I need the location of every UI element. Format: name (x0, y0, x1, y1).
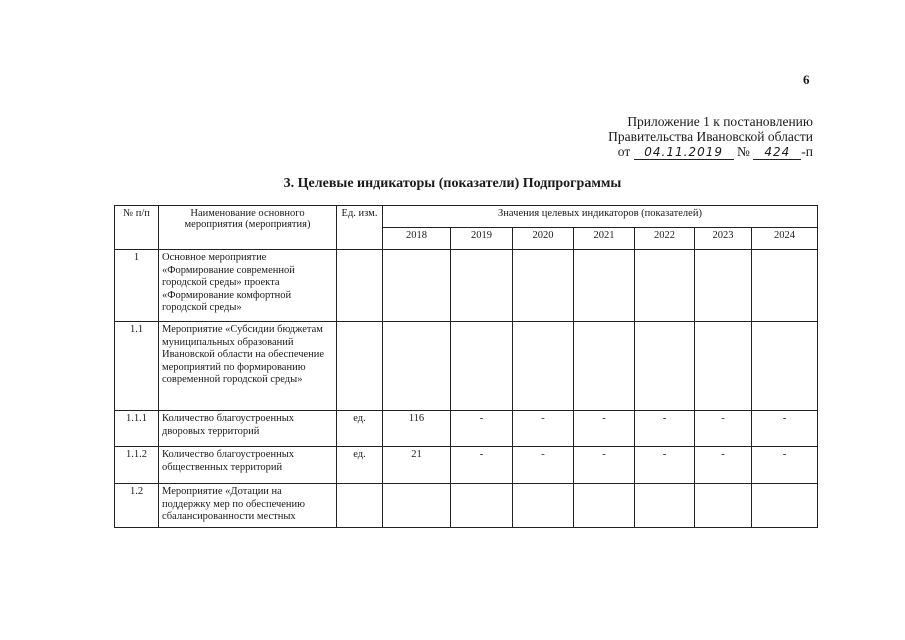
row-value (451, 250, 513, 322)
appendix-line-1: Приложение 1 к постановлению (627, 114, 813, 129)
row-unit: ед. (337, 447, 383, 484)
row-value: - (752, 447, 818, 484)
number-label: № (737, 144, 750, 159)
row-value (695, 250, 752, 322)
table-row (115, 484, 818, 528)
section-title: 3. Целевые индикаторы (показатели) Подпрограммы (283, 176, 622, 191)
table-row (115, 322, 818, 411)
row-value (695, 322, 752, 411)
table-row (115, 250, 818, 322)
header-unit: Ед. изм. (337, 206, 383, 250)
row-value: - (695, 411, 752, 447)
row-value (383, 322, 451, 411)
year-header: 2023 (695, 228, 752, 250)
year-header: 2018 (383, 228, 451, 250)
row-value (574, 322, 635, 411)
from-label: от (617, 144, 631, 159)
year-header: 2019 (451, 228, 513, 250)
row-value: - (752, 411, 818, 447)
table-row (115, 411, 818, 447)
row-unit (337, 484, 383, 528)
year-header: 2020 (513, 228, 574, 250)
row-value (635, 322, 695, 411)
row-value (513, 250, 574, 322)
row-value: - (513, 411, 574, 447)
handwritten-number: 424 (753, 146, 801, 160)
row-value: - (574, 447, 635, 484)
handwritten-date: 04.11.2019 (634, 146, 734, 160)
appendix-line-2: Правительства Ивановской области (608, 129, 813, 144)
appendix-line-3 (608, 144, 813, 160)
year-header: 2022 (635, 228, 695, 250)
row-value (383, 484, 451, 528)
row-number: 1.1.1 (115, 411, 159, 447)
row-value: - (513, 447, 574, 484)
row-value (695, 484, 752, 528)
row-number: 1 (115, 250, 159, 322)
row-value (451, 484, 513, 528)
row-number: 1.1 (115, 322, 159, 411)
row-name: Мероприятие «Дотации на поддержку мер по обеспечению сбалансированности местных (159, 484, 337, 528)
indicators-table (114, 205, 818, 528)
row-value (451, 322, 513, 411)
row-value: - (635, 447, 695, 484)
row-name: Основное мероприятие «Формирование современной городской среды» проекта «Формирование комфортной городской среды» (159, 250, 337, 322)
row-value (635, 250, 695, 322)
row-number: 1.1.2 (115, 447, 159, 484)
row-value: - (451, 447, 513, 484)
header-values: Значения целевых индикаторов (показателей) (383, 206, 818, 228)
number-suffix: -п (801, 144, 813, 159)
row-unit: ед. (337, 411, 383, 447)
row-value (574, 250, 635, 322)
row-unit (337, 250, 383, 322)
row-value (574, 484, 635, 528)
row-value (513, 484, 574, 528)
row-name: Мероприятие «Субсидии бюджетам муниципальных образований Ивановской области на обеспечение мероприятий по формированию современной городской среды» (159, 322, 337, 411)
row-value (752, 484, 818, 528)
header-name: Наименование основного мероприятия (мероприятия) (159, 206, 337, 250)
row-value: - (451, 411, 513, 447)
row-unit (337, 322, 383, 411)
year-header: 2021 (574, 228, 635, 250)
table-row (115, 447, 818, 484)
row-value (513, 322, 574, 411)
year-header: 2024 (752, 228, 818, 250)
row-value (752, 250, 818, 322)
appendix-header (608, 114, 813, 160)
row-value: 21 (383, 447, 451, 484)
row-value: 116 (383, 411, 451, 447)
page-number: 6 (803, 72, 810, 87)
row-value (752, 322, 818, 411)
row-number: 1.2 (115, 484, 159, 528)
row-value: - (635, 411, 695, 447)
row-value (383, 250, 451, 322)
header-number: № п/п (115, 206, 159, 250)
row-name: Количество благоустроенных общественных территорий (159, 447, 337, 484)
row-value: - (574, 411, 635, 447)
row-value: - (695, 447, 752, 484)
row-name: Количество благоустроенных дворовых территорий (159, 411, 337, 447)
row-value (635, 484, 695, 528)
